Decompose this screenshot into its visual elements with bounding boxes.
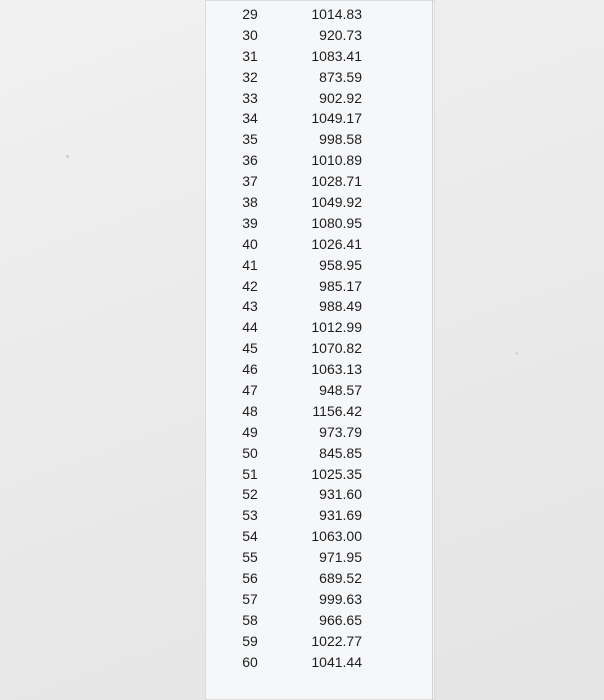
value-cell[interactable]: 1070.82 xyxy=(311,340,362,357)
row-index-cell[interactable]: 36 xyxy=(242,152,258,169)
table-row[interactable] xyxy=(205,568,435,589)
value-cell[interactable]: 1041.44 xyxy=(311,653,362,670)
value-cell[interactable]: 973.79 xyxy=(319,423,362,440)
table-row[interactable] xyxy=(205,25,435,46)
row-index-cell[interactable]: 39 xyxy=(242,214,258,231)
row-index-cell[interactable]: 37 xyxy=(242,173,258,190)
value-cell[interactable]: 1156.42 xyxy=(312,402,362,419)
table-row[interactable] xyxy=(205,192,435,213)
value-cell[interactable]: 1012.99 xyxy=(311,319,362,336)
value-cell[interactable]: 1010.89 xyxy=(311,152,362,169)
table-row[interactable] xyxy=(205,589,435,610)
row-index-cell[interactable]: 33 xyxy=(242,89,258,106)
table-row[interactable] xyxy=(205,213,435,234)
table-row[interactable] xyxy=(205,234,435,255)
table-row[interactable] xyxy=(205,422,435,443)
background-speck xyxy=(66,155,69,158)
table-row[interactable] xyxy=(205,46,435,67)
row-index-cell[interactable]: 58 xyxy=(242,611,258,628)
row-index-cell[interactable]: 46 xyxy=(242,361,258,378)
table-row[interactable] xyxy=(205,610,435,631)
table-row[interactable] xyxy=(205,359,435,380)
table-row[interactable] xyxy=(205,547,435,568)
table-row[interactable] xyxy=(205,443,435,464)
table-row[interactable] xyxy=(205,652,435,673)
table-row[interactable] xyxy=(205,317,435,338)
table-row[interactable] xyxy=(205,255,435,276)
value-cell[interactable]: 1049.17 xyxy=(311,110,362,127)
row-index-cell[interactable]: 45 xyxy=(242,340,258,357)
row-index-cell[interactable]: 60 xyxy=(242,653,258,670)
row-index-cell[interactable]: 42 xyxy=(242,277,258,294)
row-index-cell[interactable]: 57 xyxy=(242,590,258,607)
value-cell[interactable]: 998.58 xyxy=(319,131,362,148)
value-cell[interactable]: 985.17 xyxy=(319,277,362,294)
row-index-cell[interactable]: 53 xyxy=(242,507,258,524)
value-cell[interactable]: 902.92 xyxy=(319,89,362,106)
table-row[interactable] xyxy=(205,171,435,192)
table-row[interactable] xyxy=(205,67,435,88)
value-cell[interactable]: 931.60 xyxy=(319,486,362,503)
table-row[interactable] xyxy=(205,464,435,485)
value-cell[interactable]: 1014.83 xyxy=(311,6,362,22)
value-cell[interactable]: 1026.41 xyxy=(311,235,362,252)
row-index-cell[interactable]: 48 xyxy=(242,402,258,419)
table-row[interactable] xyxy=(205,380,435,401)
row-index-cell[interactable]: 41 xyxy=(242,256,258,273)
value-cell[interactable]: 988.49 xyxy=(319,298,362,315)
table-row[interactable] xyxy=(205,484,435,505)
value-cell[interactable]: 873.59 xyxy=(319,68,362,85)
table-row[interactable] xyxy=(205,338,435,359)
row-index-cell[interactable]: 52 xyxy=(242,486,258,503)
value-cell[interactable]: 1063.13 xyxy=(311,361,362,378)
row-index-cell[interactable]: 59 xyxy=(242,632,258,649)
row-index-cell[interactable]: 43 xyxy=(242,298,258,315)
row-index-cell[interactable]: 31 xyxy=(242,47,258,64)
row-index-cell[interactable]: 50 xyxy=(242,444,258,461)
row-index-cell[interactable]: 35 xyxy=(242,131,258,148)
value-cell[interactable]: 689.52 xyxy=(319,570,362,587)
value-cell[interactable]: 958.95 xyxy=(319,256,362,273)
table-row[interactable] xyxy=(205,88,435,109)
table-row[interactable] xyxy=(205,276,435,297)
data-table xyxy=(205,4,435,673)
row-index-cell[interactable]: 51 xyxy=(242,465,258,482)
value-cell[interactable]: 1049.92 xyxy=(311,194,362,211)
background-speck xyxy=(515,352,518,355)
table-row[interactable] xyxy=(205,526,435,547)
value-cell[interactable]: 931.69 xyxy=(319,507,362,524)
table-row[interactable] xyxy=(205,4,435,25)
table-row[interactable] xyxy=(205,631,435,652)
row-index-cell[interactable]: 54 xyxy=(242,528,258,545)
value-cell[interactable]: 1022.77 xyxy=(311,632,362,649)
value-cell[interactable]: 1028.71 xyxy=(311,173,362,190)
table-row[interactable] xyxy=(205,129,435,150)
table-row[interactable] xyxy=(205,401,435,422)
row-index-cell[interactable]: 40 xyxy=(242,235,258,252)
value-cell[interactable]: 845.85 xyxy=(319,444,362,461)
row-index-cell[interactable]: 34 xyxy=(242,110,258,127)
value-cell[interactable]: 1083.41 xyxy=(311,47,362,64)
row-index-cell[interactable]: 32 xyxy=(242,68,258,85)
table-row[interactable] xyxy=(205,505,435,526)
table-row[interactable] xyxy=(205,150,435,171)
row-index-cell[interactable]: 38 xyxy=(242,194,258,211)
value-cell[interactable]: 1025.35 xyxy=(311,465,362,482)
row-index-cell[interactable]: 55 xyxy=(242,549,258,566)
value-cell[interactable]: 999.63 xyxy=(319,590,362,607)
table-row[interactable] xyxy=(205,296,435,317)
row-index-cell[interactable]: 29 xyxy=(242,6,258,22)
row-index-cell[interactable]: 30 xyxy=(242,26,258,43)
value-cell[interactable]: 1080.95 xyxy=(311,214,362,231)
value-cell[interactable]: 920.73 xyxy=(319,26,362,43)
row-index-cell[interactable]: 47 xyxy=(242,382,258,399)
value-cell[interactable]: 948.57 xyxy=(319,382,362,399)
table-row[interactable] xyxy=(205,108,435,129)
row-index-cell[interactable]: 44 xyxy=(242,319,258,336)
value-cell[interactable]: 966.65 xyxy=(319,611,362,628)
value-cell[interactable]: 1063.00 xyxy=(311,528,362,545)
row-index-cell[interactable]: 56 xyxy=(242,570,258,587)
row-index-cell[interactable]: 49 xyxy=(242,423,258,440)
value-cell[interactable]: 971.95 xyxy=(319,549,362,566)
